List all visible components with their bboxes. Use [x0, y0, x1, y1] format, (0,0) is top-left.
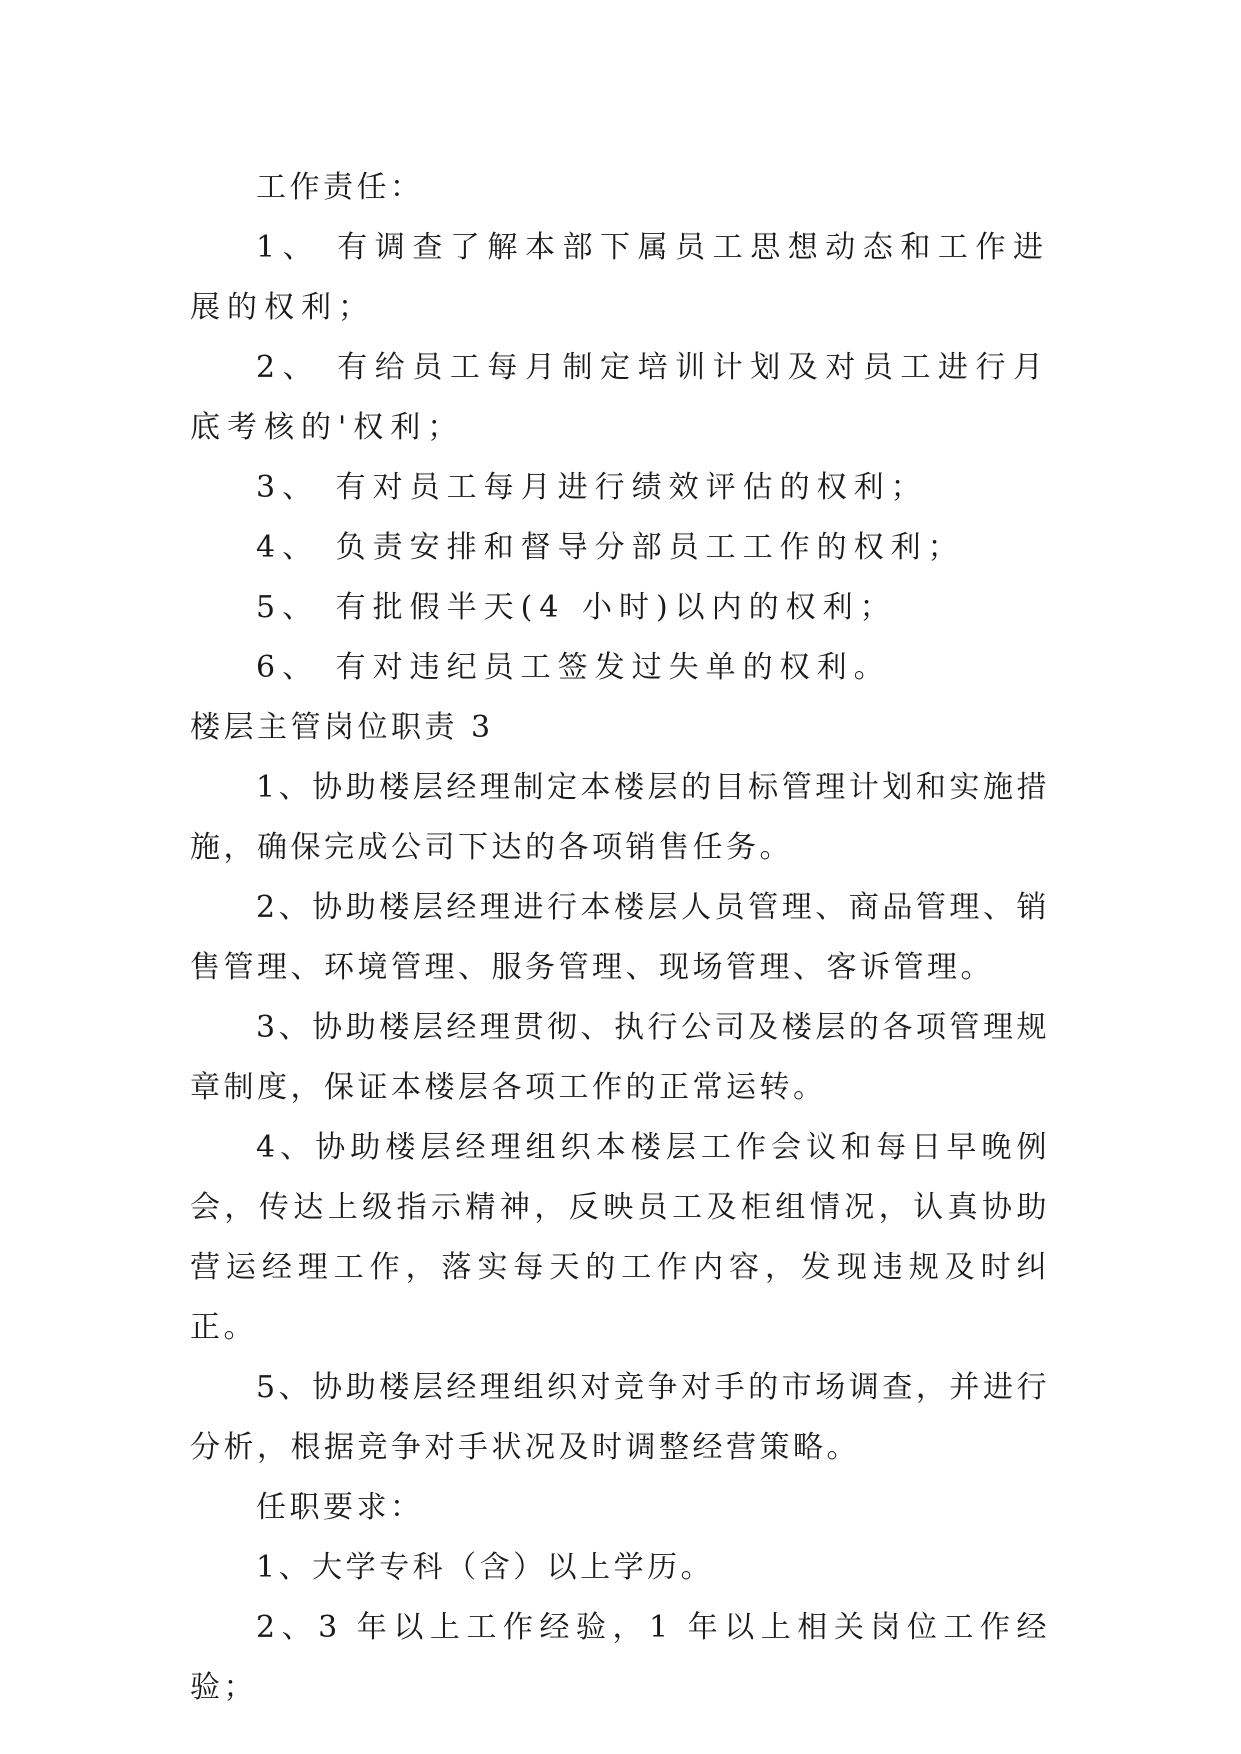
responsibility-item-1: 1、 有调查了解本部下属员工思想动态和工作进展的权利；	[190, 230, 1050, 325]
responsibility-item-3: 3、 有对员工每月进行绩效评估的权利；	[256, 470, 928, 505]
document-body	[190, 158, 1050, 1718]
section-heading-requirements: 任职要求：	[256, 1490, 424, 1525]
responsibility-item-4: 4、 负责安排和督导分部员工工作的权利；	[256, 530, 965, 565]
responsibility-item-5: 5、 有批假半天(4 小时)以内的权利；	[256, 590, 897, 625]
duty-item-3: 3、协助楼层经理贯彻、执行公司及楼层的各项管理规章制度，保证本楼层各项工作的正常运转。	[190, 1010, 1050, 1105]
duty-item-1: 1、协助楼层经理制定本楼层的目标管理计划和实施措施，确保完成公司下达的各项销售任务。	[190, 770, 1050, 865]
section-heading-responsibilities: 工作责任：	[256, 170, 424, 205]
responsibility-item-2: 2、 有给员工每月制定培训计划及对员工进行月底考核的'权利；	[190, 350, 1050, 445]
duty-item-5: 5、协助楼层经理组织对竞争对手的市场调查，并进行分析，根据竞争对手状况及时调整经营策略。	[190, 1370, 1050, 1465]
responsibility-item-6: 6、 有对违纪员工签发过失单的权利。	[256, 650, 891, 685]
requirement-item-1: 1、大学专科（含）以上学历。	[256, 1550, 715, 1585]
requirement-item-2: 2、3 年以上工作经验，1 年以上相关岗位工作经验；	[190, 1610, 1050, 1705]
duty-item-2: 2、协助楼层经理进行本楼层人员管理、商品管理、销售管理、环境管理、服务管理、现场管理、客诉管理。	[190, 890, 1050, 985]
section-title-floor-supervisor: 楼层主管岗位职责 3	[190, 710, 494, 745]
duty-item-4: 4、协助楼层经理组织本楼层工作会议和每日早晚例会，传达上级指示精神，反映员工及柜组情况，认真协助营运经理工作，落实每天的工作内容，发现违规及时纠正。	[190, 1130, 1050, 1345]
